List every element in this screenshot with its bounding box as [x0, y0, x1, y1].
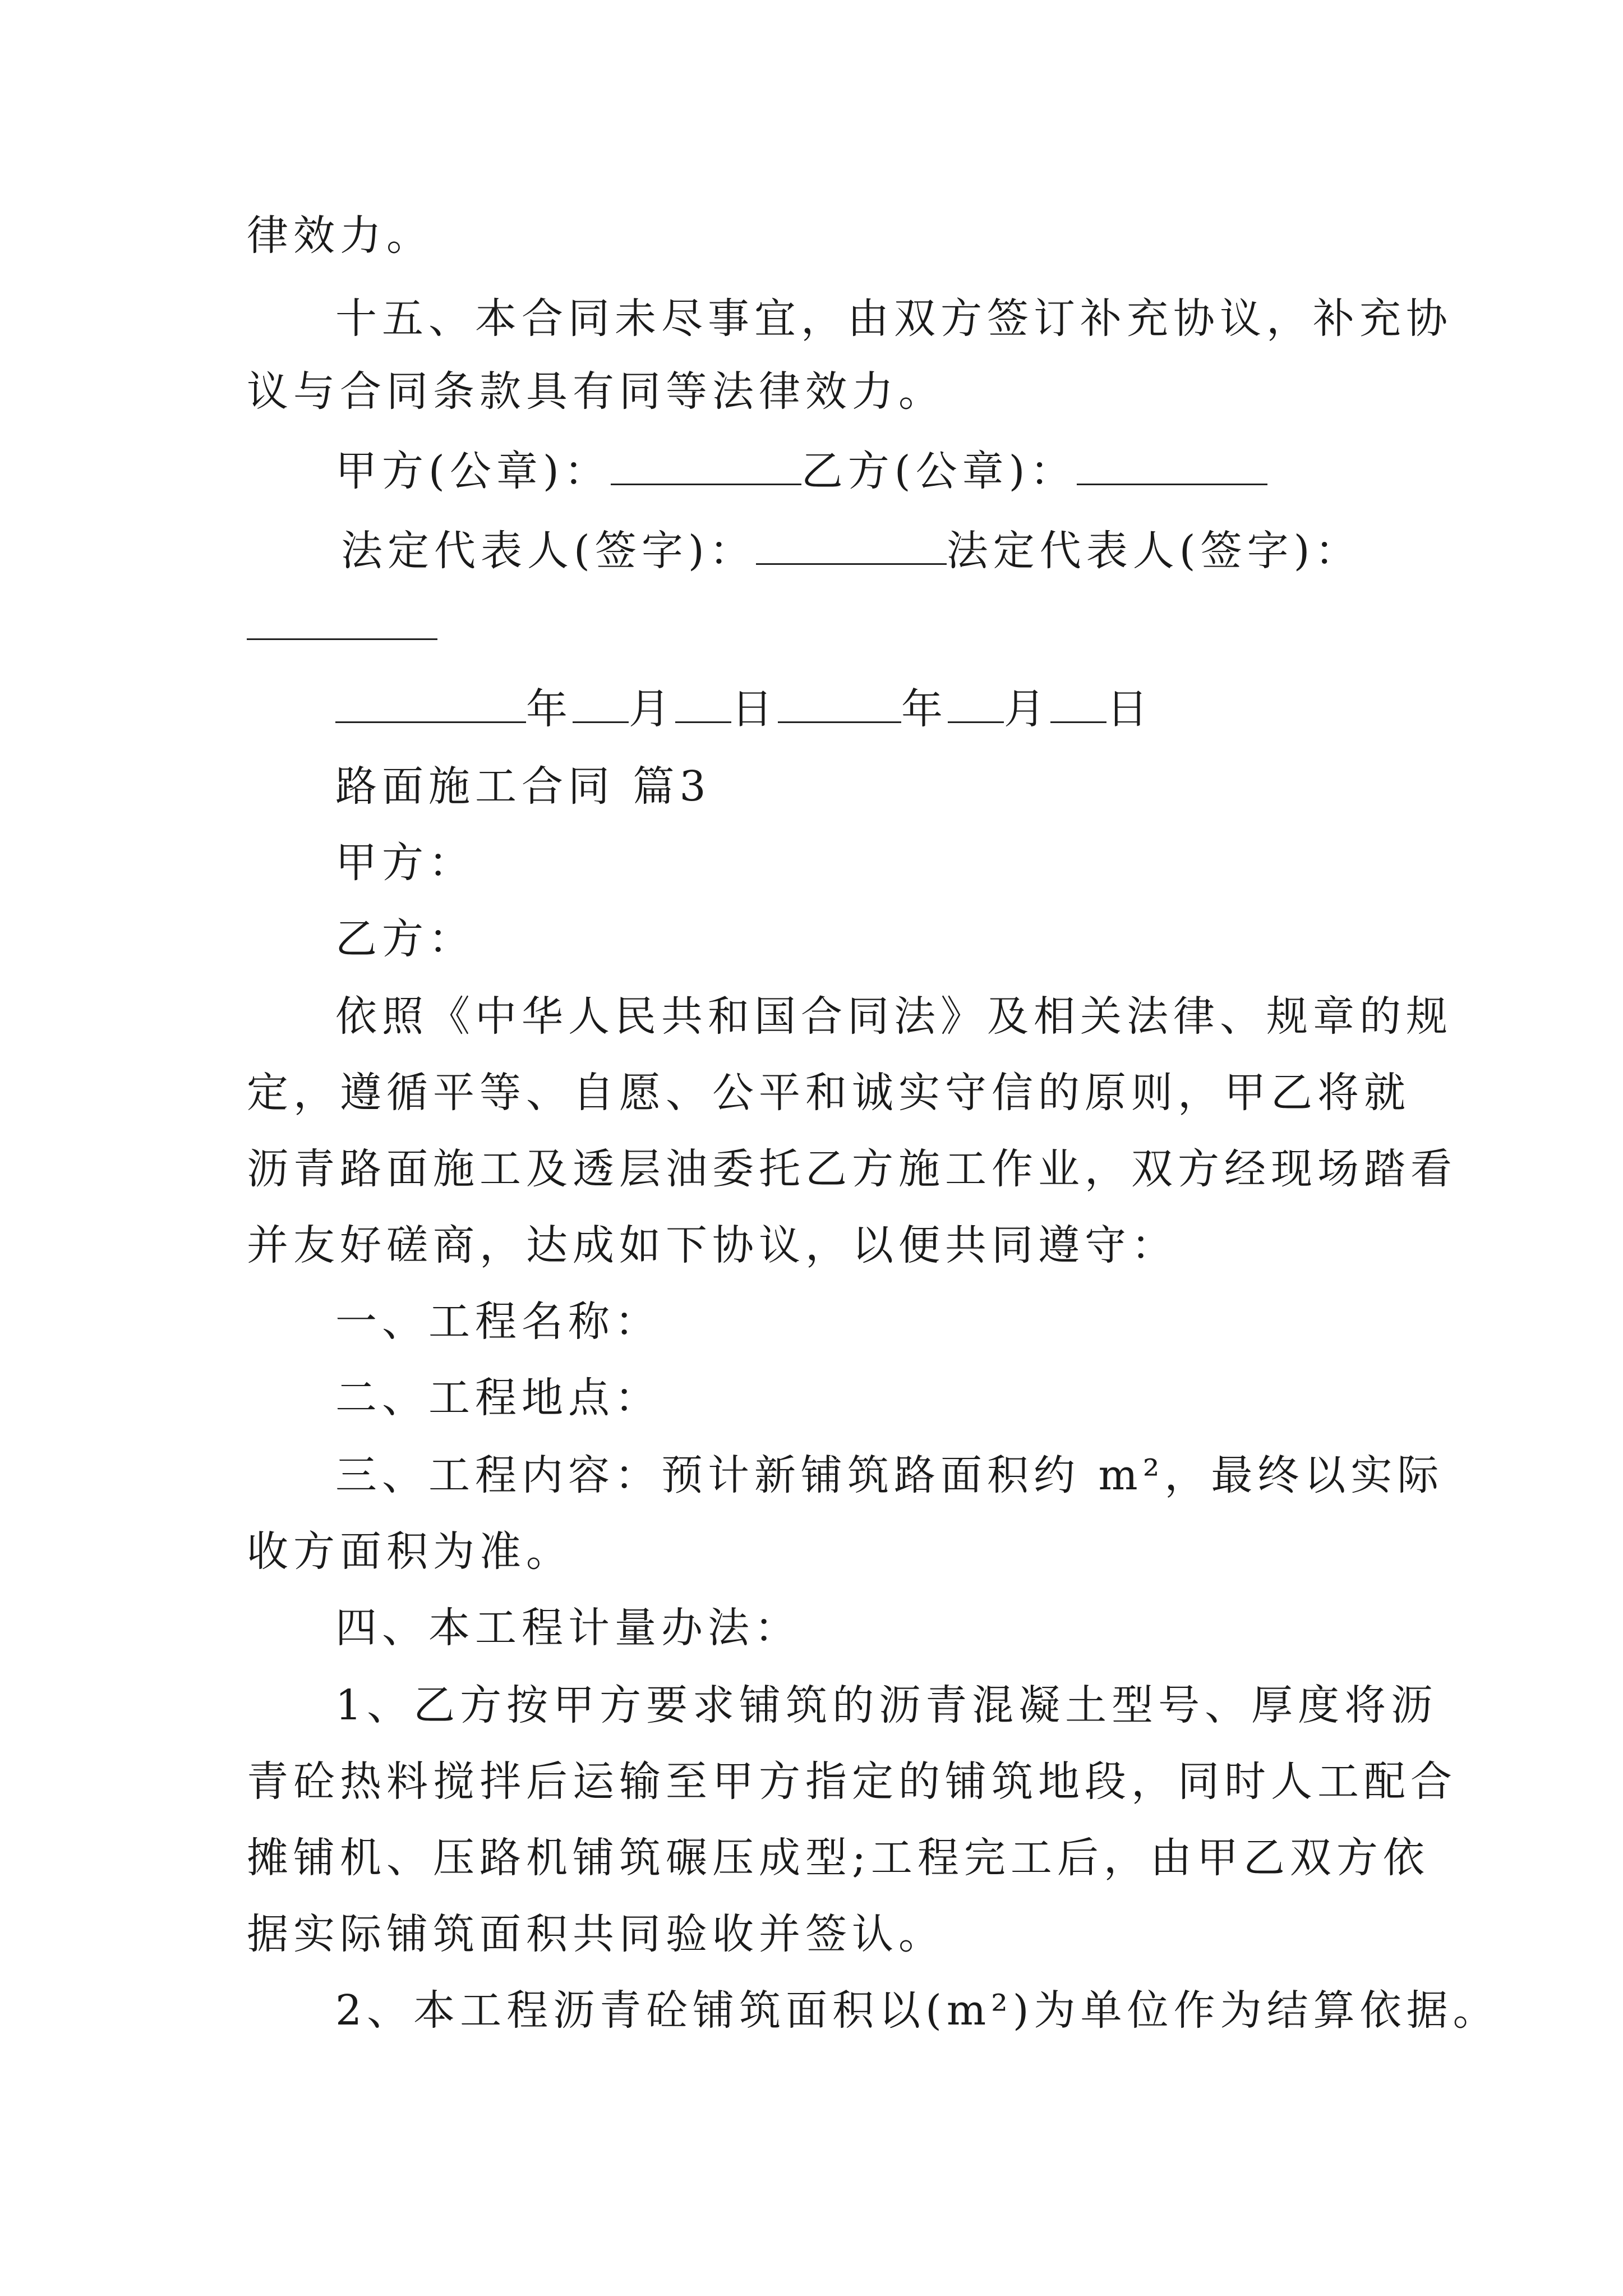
party-b-line: 乙方：	[335, 915, 475, 963]
party-a-rep-blank	[756, 524, 947, 565]
party-a-seal-label: 甲方(公章)：	[335, 447, 611, 495]
representative-line	[341, 523, 1362, 579]
paragraph-line: 据实际铺筑面积共同验收并签认。	[247, 1910, 945, 1958]
party-a-seal-blank	[611, 444, 801, 485]
date-b-month-blank	[948, 682, 1004, 723]
year-label: 年	[526, 685, 573, 733]
seal-line	[335, 443, 1267, 499]
paragraph-line: 青砼热料搅拌后运输至甲方指定的铺筑地段，同时人工配合	[247, 1757, 1457, 1806]
date-b-day-blank	[1050, 682, 1106, 723]
clause-project-content: 三、工程内容：预计新铺筑路面积约 m²，最终以实际	[335, 1451, 1444, 1499]
month-label: 月	[1004, 685, 1050, 733]
paragraph-line: 收方面积为准。	[247, 1527, 573, 1576]
paragraph-line: 沥青路面施工及透层油委托乙方施工作业，双方经现场踏看	[247, 1145, 1457, 1193]
date-a-month-blank	[573, 682, 629, 723]
party-b-rep-blank	[247, 638, 437, 640]
paragraph-line: 律效力。	[247, 211, 433, 260]
date-line	[335, 681, 1153, 737]
month-label: 月	[629, 685, 675, 733]
clause-project-location: 二、工程地点：	[335, 1374, 661, 1422]
clause-measurement: 四、本工程计量办法：	[335, 1604, 801, 1652]
paragraph-line: 1、乙方按甲方要求铺筑的沥青混凝土型号、厚度将沥	[335, 1681, 1438, 1729]
party-b-seal-blank	[1077, 444, 1267, 485]
paragraph-line: 定，遵循平等、自愿、公平和诚实守信的原则，甲乙将就	[247, 1069, 1410, 1117]
year-label: 年	[901, 685, 948, 733]
section-heading: 路面施工合同 篇3	[335, 762, 711, 811]
paragraph-line: 议与合同条款具有同等法律效力。	[247, 367, 945, 416]
party-a-line: 甲方：	[335, 839, 475, 887]
party-a-rep-label: 法定代表人(签字)：	[341, 527, 756, 575]
date-b-year-blank	[778, 682, 901, 723]
clause-project-name: 一、工程名称：	[335, 1297, 661, 1346]
paragraph-line: 依照《中华人民共和国合同法》及相关法律、规章的规	[335, 992, 1453, 1041]
paragraph-line: 并友好磋商，达成如下协议，以便共同遵守：	[247, 1221, 1178, 1269]
day-label: 日	[731, 685, 778, 733]
paragraph-line: 摊铺机、压路机铺筑碾压成型;工程完工后，由甲乙双方依	[247, 1834, 1430, 1882]
paragraph-line: 2、本工程沥青砼铺筑面积以(m²)为单位作为结算依据。	[335, 1986, 1500, 2035]
day-label: 日	[1106, 685, 1153, 733]
party-b-rep-label: 法定代表人(签字)：	[946, 527, 1362, 575]
clause-15-line: 十五、本合同未尽事宜，由双方签订补充协议，补充协	[335, 295, 1453, 343]
date-a-day-blank	[675, 682, 731, 723]
party-b-seal-label: 乙方(公章)：	[801, 447, 1077, 495]
date-a-year-blank	[335, 682, 526, 723]
